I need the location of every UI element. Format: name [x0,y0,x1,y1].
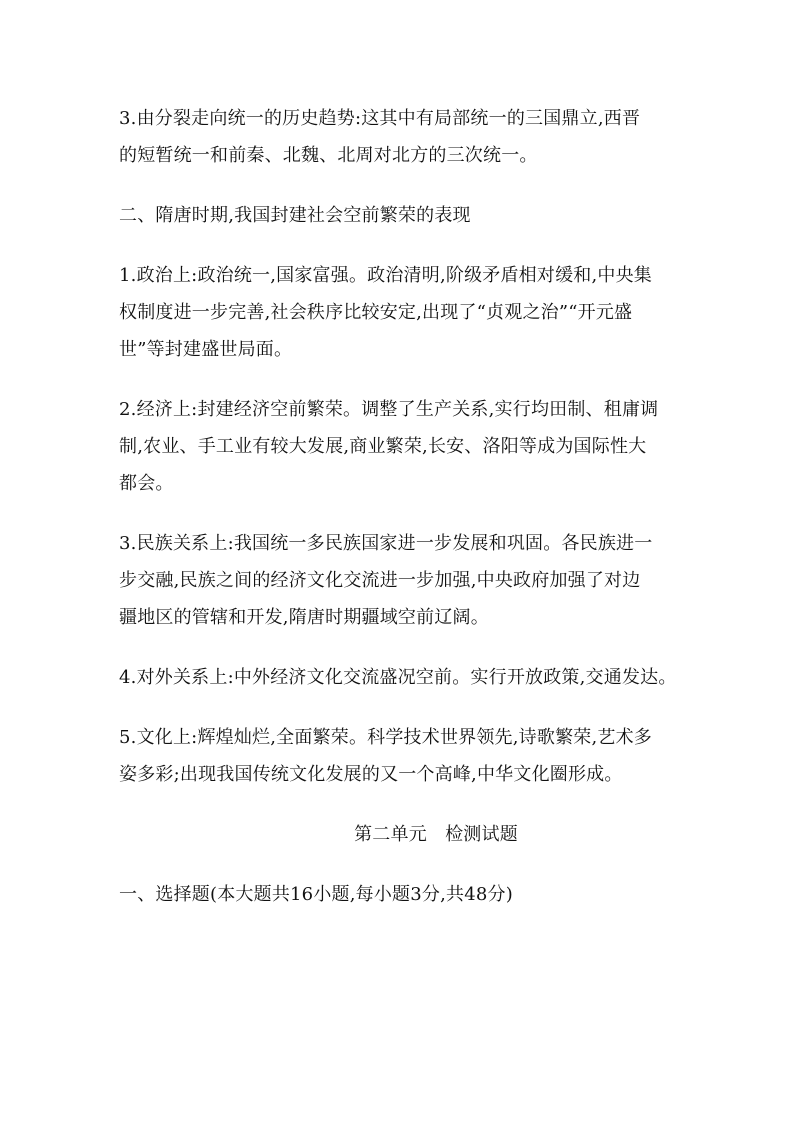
text-line: 都会。 [119,473,174,494]
section-heading-multiple-choice: 一、选择题(本大题共16小题,每小题3分,共48分) [119,884,513,905]
text-line: 4.对外关系上:中外经济文化交流盛况空前。实行开放政策,交通发达。 [119,667,677,688]
text-line: 疆地区的管辖和开发,隋唐时期疆域空前辽阔。 [119,607,489,628]
text-line: 权制度进一步完善,社会秩序比较安定,出现了“贞观之治”“开元盛 [119,302,633,323]
text-line: 1.政治上:政治统一,国家富强。政治清明,阶级矛盾相对缓和,中央集 [119,265,653,286]
document-content [119,100,679,936]
unit-title: 第二单元 检测试题 [354,824,518,845]
paragraph-foreign-relations [119,659,679,696]
paragraph-culture [119,719,679,793]
text-line: 步交融,民族之间的经济文化交流进一步加强,中央政府加强了对边 [119,570,641,591]
paragraph-unification-trend [119,100,679,174]
paragraph-economy [119,391,679,502]
text-line: 3.民族关系上:我国统一多民族国家进一步发展和巩固。各民族进一 [119,533,653,554]
text-line: 制,农业、手工业有较大发展,商业繁荣,长安、洛阳等成为国际性大 [119,436,647,457]
text-line: 二、隋唐时期,我国封建社会空前繁荣的表现 [119,205,471,226]
text-line: 5.文化上:辉煌灿烂,全面繁荣。科学技术世界领先,诗歌繁荣,艺术多 [119,727,653,748]
text-line: 2.经济上:封建经济空前繁荣。调整了生产关系,实行均田制、租庸调 [119,399,659,420]
text-line: 姿多彩;出现我国传统文化发展的又一个高峰,中华文化圈形成。 [119,764,623,785]
paragraph-politics [119,257,679,368]
heading-sui-tang-prosperity [119,197,679,234]
paragraph-ethnic-relations [119,525,679,636]
text-line: 3.由分裂走向统一的历史趋势:这其中有局部统一的三国鼎立,西晋 [119,108,641,129]
text-line: 世”等封建盛世局面。 [119,339,293,360]
text-line: 的短暂统一和前秦、北魏、北周对北方的三次统一。 [119,145,538,166]
